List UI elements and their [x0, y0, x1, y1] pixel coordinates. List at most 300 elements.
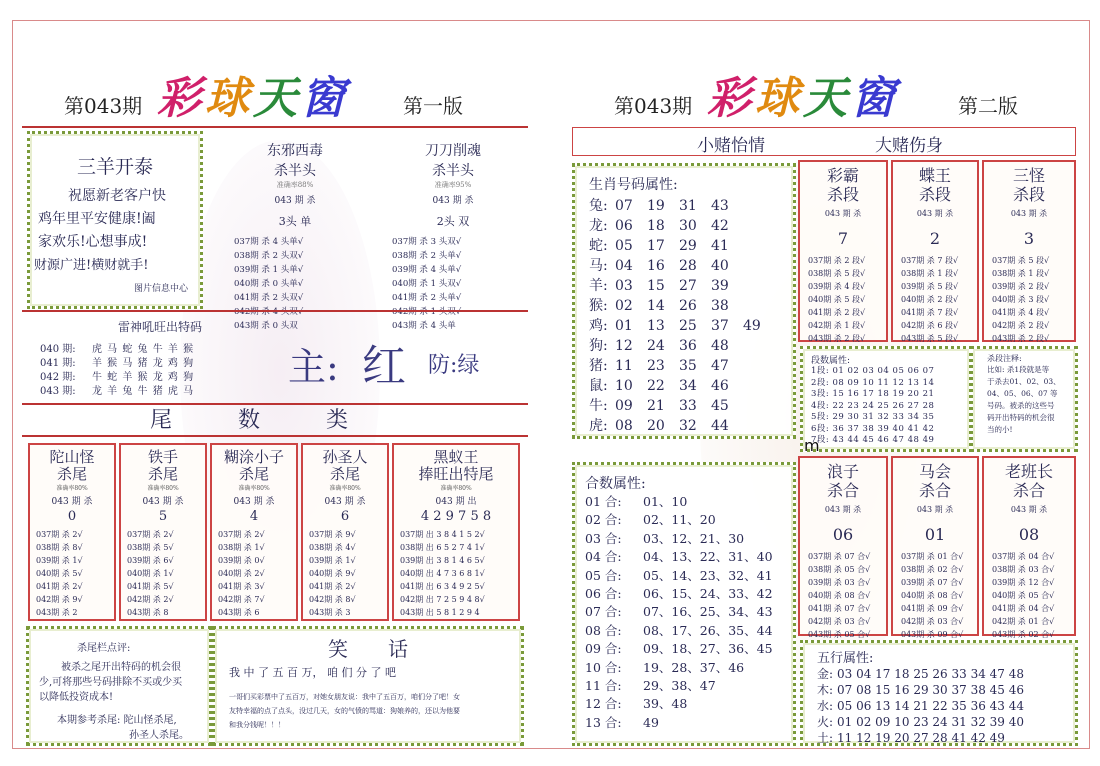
shengxiao-number: 46 [711, 378, 729, 394]
he-value: 19、28、37、46 [643, 659, 745, 675]
leishen-items: 虎 马 蛇 兔 牛 羊 猴 [92, 344, 195, 355]
shengxiao-row [589, 276, 793, 296]
he-row [585, 530, 793, 548]
duan-note-line: 比如: 杀1段就是等 [987, 365, 1050, 374]
shengxiao-number: 22 [647, 378, 665, 394]
dongxie-header: 043 期 杀 [274, 196, 316, 206]
wuxing-key: 火: [817, 715, 834, 729]
he-box-langzi [798, 456, 888, 639]
leishen-items: 龙 羊 兔 牛 猪 虎 马 [92, 386, 195, 397]
greeting-box [27, 131, 203, 309]
he-key: 04 合: [585, 549, 622, 565]
he-box-laobanzhang [982, 456, 1076, 639]
shengxiao-zodiac: 牛: [589, 398, 608, 414]
shengxiao-number: 37 [711, 318, 729, 334]
dongxie-row: 040期 杀 0 头单√ [234, 279, 304, 289]
shengxiao-number: 20 [647, 418, 665, 434]
tail-col-header: 043 期 出 [435, 497, 477, 507]
tail-col-value: 6 [340, 509, 350, 524]
duan-attr-row: 1段: 01 02 03 04 05 06 07 [811, 366, 935, 376]
duan_boxes-row: 043期 杀 5 段√ [901, 334, 959, 343]
leishen-items: 牛 蛇 羊 猴 龙 鸡 狗 [92, 372, 195, 383]
duan_boxes-row: 037期 杀 5 段√ [992, 256, 1050, 265]
shengxiao-zodiac: 羊: [589, 278, 608, 294]
duan_boxes-row: 040期 杀 3 段√ [992, 295, 1050, 304]
main-color-fang: 防:绿 [428, 353, 480, 378]
wuxing-value: 07 08 15 16 29 30 37 38 45 46 [837, 683, 1025, 697]
shengxiao-number: 45 [711, 398, 729, 414]
he_boxes-row: 042期 杀 01 合√ [992, 617, 1055, 626]
he_boxes-row: 041期 杀 07 合√ [808, 604, 871, 613]
shengxiao-number: 40 [711, 258, 729, 274]
p1-logo-char: 球 [205, 73, 253, 124]
duan-box-diewang [891, 160, 979, 342]
tail-col-row: 037期 杀 9√ [309, 530, 356, 539]
weishu-char: 尾 [150, 408, 173, 433]
tail-col-row: 038期 出 6 5 2 7 4 1√ [400, 543, 485, 552]
tail-col-accuracy: 准确率80% [329, 485, 361, 492]
he_boxes-row: 037期 杀 07 合√ [808, 552, 871, 561]
daodao-row: 039期 杀 4 头单√ [392, 265, 462, 275]
he_boxes-subtitle: 杀合 [918, 481, 951, 500]
he_boxes-value: 01 [924, 525, 946, 544]
he-key: 06 合: [585, 586, 622, 602]
shengxiao-number: 30 [679, 218, 697, 234]
tail-col-row: 039期 杀 0√ [218, 556, 265, 565]
he-row [585, 585, 793, 603]
leishen-row [40, 385, 280, 399]
shengxiao-number: 49 [743, 318, 761, 334]
p1-edition: 第一版 [403, 94, 463, 118]
duan-note-line: 04、05、06、07 等 [987, 389, 1058, 398]
shengxiao-zodiac: 猴: [589, 298, 608, 314]
p1-logo-char: 天 [253, 73, 301, 124]
he_boxes-row: 042期 杀 03 合√ [808, 617, 871, 626]
shengxiao-zodiac: 猪: [589, 358, 608, 374]
shengxiao-number: 42 [711, 218, 729, 234]
shengxiao-row [589, 236, 793, 256]
he_boxes-title: 马会 [918, 462, 951, 481]
he-value: 01、10 [643, 494, 688, 509]
duan-note-title: 杀段注释: [987, 354, 1022, 363]
shengxiao-zodiac: 蛇: [589, 238, 608, 254]
leishen-issue: 041 期: [40, 358, 76, 369]
shengxiao-number: 26 [679, 298, 697, 314]
tail-col-row: 039期 杀 1√ [309, 556, 356, 565]
he_boxes-header: 043 期 杀 [1010, 505, 1048, 514]
he_boxes-row: 040期 杀 08 合√ [808, 591, 871, 600]
shengxiao-number: 41 [711, 238, 729, 254]
daodao-row: 040期 杀 1 头双√ [392, 279, 462, 289]
duan_boxes-row: 037期 杀 2 段√ [808, 256, 866, 265]
tail-col-header: 043 期 杀 [324, 497, 366, 507]
shengxiao-box [572, 163, 796, 439]
tail-col-subtitle: 捧旺出特尾 [418, 465, 494, 483]
p1-logo-char: 窗 [301, 73, 349, 124]
tail-col-row: 040期 杀 2√ [218, 569, 265, 578]
wuxing-value: 05 06 13 14 21 22 35 36 43 44 [837, 699, 1025, 713]
tail-col-row: 042期 杀 2√ [127, 595, 174, 604]
duan_boxes-row: 043期 杀 2 段√ [808, 334, 866, 343]
he_boxes-row: 039期 杀 07 合√ [901, 578, 964, 587]
he-value: 05、14、23、32、41 [643, 567, 773, 583]
tail-col-subtitle: 杀尾 [238, 465, 269, 483]
tail-col-row: 042期 杀 8√ [309, 595, 356, 604]
he-attr-title: 合数属性: [585, 476, 646, 492]
leishen-issue: 042 期: [40, 372, 76, 383]
tail-col-row: 037期 出 3 8 4 1 5 2√ [400, 530, 485, 539]
he_boxes-row: 041期 杀 09 合√ [901, 604, 964, 613]
tail-col-row: 042期 杀 9√ [36, 595, 83, 604]
shengxiao-number: 33 [679, 398, 697, 414]
tail-col-row: 041期 杀 5√ [127, 582, 174, 591]
joke-title-char: 笑 [328, 637, 348, 661]
tail-col-header: 043 期 杀 [233, 497, 275, 507]
leishen-row [40, 371, 280, 385]
he-value: 07、16、25、34、43 [643, 604, 773, 620]
duan-note-line: 码开出特码的机会很 [987, 413, 1055, 422]
joke-box [212, 626, 524, 746]
tail-col-subtitle: 杀尾 [147, 465, 178, 483]
daodao-title: 刀刀削魂 [425, 143, 481, 159]
tail-col-accuracy: 准确率80% [56, 485, 88, 492]
p2-logo [707, 62, 899, 126]
tail-col-row: 040期 杀 9√ [309, 569, 356, 578]
daodao-row: 037期 杀 3 头双√ [392, 237, 462, 247]
he-key: 13 合: [585, 714, 622, 730]
joke-line: 一哥们买彩票中了五百万，对她女朋友说：我中了五百万，咱们分了吧！女 [229, 693, 460, 701]
he_boxes-row: 043期 杀 02 合√ [992, 630, 1055, 639]
wuxing-row [817, 698, 1075, 714]
tail-col-row: 042期 杀 7√ [218, 595, 265, 604]
stray-mark: m [804, 436, 820, 455]
shengxiao-row [589, 256, 793, 276]
dongxie-row: 041期 杀 2 头双√ [234, 293, 304, 303]
he-box-mahui [891, 456, 979, 639]
daodao-row: 043期 杀 4 头单 [392, 321, 456, 331]
leishen-issue: 043 期: [40, 386, 76, 397]
shengxiao-number: 17 [647, 238, 665, 254]
duan-attr-row: 2段: 08 09 10 11 12 13 14 [811, 377, 935, 388]
tail-col-hutu [210, 443, 298, 621]
he-row [585, 603, 793, 621]
wuxing-value: 03 04 17 18 25 26 33 34 47 48 [837, 667, 1025, 681]
shengxiao-number: 25 [679, 318, 697, 334]
daodao-subtitle: 杀半头 [432, 163, 474, 179]
tail-col-subtitle: 杀尾 [329, 465, 360, 483]
greeting-line: 家欢乐!心想事成! [38, 234, 148, 250]
duan_boxes-value: 7 [837, 229, 849, 248]
shengxiao-number: 08 [615, 418, 633, 434]
p1-top-rule [22, 126, 528, 128]
duan_boxes-subtitle: 杀段 [918, 185, 951, 204]
wuxing-row [817, 666, 1075, 682]
tail-col-title: 糊涂小子 [223, 448, 284, 466]
shengxiao-number: 16 [647, 258, 665, 274]
he_boxes-row: 039期 杀 03 合√ [808, 578, 871, 587]
tail-col-row: 040期 杀 1√ [127, 569, 174, 578]
comment-line: 被杀之尾开出特码的机会很 [61, 662, 181, 673]
he-value: 08、17、26、35、44 [643, 622, 773, 638]
he_boxes-row: 039期 杀 12 合√ [992, 578, 1055, 587]
tail-col-subtitle: 杀尾 [56, 465, 87, 483]
comment-line: 少,可将那些号码排除不买或少买 [39, 677, 183, 688]
shengxiao-number: 31 [679, 198, 697, 214]
shengxiao-number: 34 [679, 378, 697, 394]
shengxiao-number: 39 [711, 278, 729, 294]
duan_boxes-value: 3 [1023, 229, 1035, 248]
leishen-title: 雷神吼旺出特码 [117, 320, 202, 334]
p2-logo-char: 天 [803, 73, 851, 124]
dongxie-row: 043期 杀 0 头双 [234, 321, 298, 331]
he-value: 29、38、47 [643, 678, 716, 694]
tail-col-sunsheng [301, 443, 389, 621]
wuxing-row [817, 682, 1075, 698]
duan_boxes-row: 041期 杀 4 段√ [992, 308, 1050, 317]
shengxiao-number: 09 [615, 398, 633, 414]
shengxiao-row [589, 336, 793, 356]
shengxiao-number: 48 [711, 338, 729, 354]
daodao-row: 038期 杀 2 头单√ [392, 251, 462, 261]
he_boxes-row: 037期 杀 01 合√ [901, 552, 964, 561]
duan_boxes-row: 042期 杀 1 段√ [808, 321, 866, 330]
shengxiao-number: 10 [615, 378, 633, 394]
tail-col-row: 037期 杀 2√ [218, 530, 265, 539]
he-attr-box [572, 462, 796, 746]
tail-col-row: 039期 出 3 8 1 4 6 5√ [400, 556, 485, 565]
wuxing-key: 金: [817, 667, 834, 681]
wuxing-key: 土: [817, 731, 834, 745]
shengxiao-number: 14 [647, 298, 665, 314]
dongxie-title: 东邪西毒 [267, 143, 323, 159]
greeting-title: 三羊开泰 [76, 156, 153, 178]
dongxie-panel [230, 140, 360, 333]
shengxiao-number: 01 [615, 318, 633, 334]
shengxiao-number: 38 [711, 298, 729, 314]
he_boxes-row: 043期 杀 09 合√ [901, 630, 964, 639]
he_boxes-row: 038期 杀 03 合√ [992, 565, 1055, 574]
comment-title: 杀尾栏点评: [77, 643, 131, 654]
tail-col-value: 4 [249, 509, 259, 524]
he-value: 49 [643, 714, 659, 730]
wuxing-row [817, 730, 1075, 746]
shengxiao-zodiac: 龙: [589, 218, 608, 234]
daodao-accuracy: 准确率95% [434, 181, 472, 189]
tail-col-title: 黑蚁王 [433, 448, 479, 466]
comment-ref-1: 陀山怪杀尾, [123, 715, 177, 726]
he-key: 02 合: [585, 512, 622, 528]
tail-col-row: 041期 出 6 3 4 9 2 5√ [400, 582, 485, 591]
shengxiao-number: 18 [647, 218, 665, 234]
he-value: 04、13、22、31、40 [643, 549, 773, 565]
duan_boxes-row: 040期 杀 5 段√ [808, 295, 866, 304]
shengxiao-row [589, 356, 793, 376]
shengxiao-number: 35 [679, 358, 697, 374]
duan_boxes-title: 三怪 [1012, 166, 1045, 185]
leishen-items: 羊 猴 马 猪 龙 鸡 狗 [92, 358, 195, 369]
duan-box-sanguai [982, 160, 1076, 342]
duan-note-line: 号码。被杀的这些号 [987, 401, 1055, 410]
tail-col-row: 038期 杀 4√ [309, 543, 356, 552]
weishu-rule-bottom [22, 435, 528, 437]
tail-col-row: 041期 杀 2√ [309, 582, 356, 591]
he-key: 10 合: [585, 659, 622, 675]
p1-issue: 第043期 [64, 94, 143, 118]
duan_boxes-title: 彩霸 [826, 166, 859, 185]
joke-headline: 我 中 了 五 百 万， 咱 们 分 了 吧 [229, 666, 396, 679]
leishen-panel [40, 318, 280, 399]
shengxiao-zodiac: 兔: [589, 198, 608, 214]
duan-attr-row: 7段: 43 44 45 46 47 48 49 [811, 435, 935, 445]
banner-left: 小赌怡情 [697, 136, 765, 156]
he-key: 12 合: [585, 696, 622, 712]
he-key: 08 合: [585, 622, 622, 638]
duan_boxes-value: 2 [929, 229, 941, 248]
he_boxes-value: 06 [832, 525, 854, 544]
daodao-current: 2头 双 [436, 215, 470, 228]
shengxiao-number: 12 [615, 338, 633, 354]
shengxiao-number: 04 [615, 258, 633, 274]
shengxiao-zodiac: 鸡: [589, 318, 608, 334]
dongxie-row: 042期 杀 4 头双√ [234, 307, 304, 317]
he-key: 05 合: [585, 567, 622, 583]
he_boxes-title: 老班长 [1004, 462, 1053, 481]
he_boxes-row: 038期 杀 02 合√ [901, 565, 964, 574]
he-row [585, 493, 793, 511]
tail-col-row: 037期 杀 2√ [127, 530, 174, 539]
duan_boxes-row: 038期 杀 1 段√ [901, 269, 959, 278]
tail-col-row: 043期 杀 2 [36, 608, 78, 617]
shengxiao-row [589, 196, 793, 216]
duan_boxes-header: 043 期 杀 [1010, 209, 1048, 218]
comment-ref-label: 本期参考杀尾: [57, 715, 121, 726]
duan-attr-row: 6段: 36 37 38 39 40 41 42 [811, 423, 935, 434]
joke-title-char: 话 [388, 637, 408, 661]
duan_boxes-title: 蝶王 [918, 166, 951, 185]
main-color-zhu: 主: [288, 345, 339, 389]
tail-col-header: 043 期 杀 [142, 497, 184, 507]
p2-issue: 第043期 [614, 94, 693, 118]
duan-box-caiba [798, 160, 888, 342]
p2-edition: 第二版 [958, 94, 1018, 118]
leishen-issue: 040 期: [40, 344, 76, 355]
he_boxes-subtitle: 杀合 [826, 481, 859, 500]
joke-line: 友特幸福的点了点头，没过几天，女的气愤的骂道：狗娘养的，还以为他要 [229, 707, 460, 715]
he-row [585, 677, 793, 695]
shengxiao-number: 03 [615, 278, 633, 294]
he_boxes-title: 浪子 [826, 462, 859, 481]
he-value: 02、11、20 [643, 512, 716, 528]
shengxiao-number: 28 [679, 258, 697, 274]
tail-col-row: 038期 杀 8√ [36, 543, 83, 552]
duan-attr-box [800, 346, 972, 452]
tail-col-tuoshan [28, 443, 116, 621]
shengxiao-number: 21 [647, 398, 665, 414]
he_boxes-value: 08 [1018, 525, 1040, 544]
duan_boxes-row: 041期 杀 2 段√ [808, 308, 866, 317]
duan-attr-row: 3段: 15 16 17 18 19 20 21 [811, 389, 935, 399]
dongxie-current: 3头 单 [278, 215, 312, 228]
wuxing-value: 11 12 19 20 27 28 41 42 49 [837, 731, 1005, 745]
duan-attr-row: 5段: 29 30 31 32 33 34 35 [811, 412, 935, 422]
shengxiao-number: 24 [647, 338, 665, 354]
duan_boxes-subtitle: 杀段 [1012, 185, 1045, 204]
shengxiao-row [589, 396, 793, 416]
duan-note-line: 于杀去01、02、03、 [987, 377, 1061, 386]
wuxing-key: 水: [817, 699, 834, 713]
wuxing-row [817, 714, 1075, 730]
wuxing-key: 木: [817, 683, 834, 697]
shengxiao-title: 生肖号码属性: [589, 177, 678, 193]
dongxie-row: 038期 杀 2 头双√ [234, 251, 304, 261]
shengxiao-number: 23 [647, 358, 665, 374]
p2-logo-char: 球 [755, 73, 803, 124]
shengxiao-zodiac: 马: [589, 258, 608, 274]
weishu-char: 类 [326, 408, 349, 433]
he_boxes-row: 043期 杀 05 合√ [808, 630, 871, 639]
tail-col-row: 040期 出 4 7 3 6 8 1√ [400, 569, 485, 578]
wuxing-box [800, 640, 1078, 746]
he_boxes-header: 043 期 杀 [824, 505, 862, 514]
shengxiao-row [589, 216, 793, 236]
tail-col-accuracy: 准确率80% [147, 485, 179, 492]
he_boxes-row: 040期 杀 08 合√ [901, 591, 964, 600]
tail-col-row: 037期 杀 2√ [36, 530, 83, 539]
he-key: 09 合: [585, 641, 622, 657]
he_boxes-row: 042期 杀 03 合√ [901, 617, 964, 626]
shengxiao-row [589, 296, 793, 316]
he-row [585, 622, 793, 640]
daodao-row: 041期 杀 2 头单√ [392, 293, 462, 303]
he-row [585, 695, 793, 713]
p2-logo-char: 彩 [707, 73, 755, 124]
tail-col-header: 043 期 杀 [51, 497, 93, 507]
he-key: 01 合: [585, 494, 622, 509]
shengxiao-number: 47 [711, 358, 729, 374]
wuxing-value: 01 02 09 10 23 24 31 32 39 40 [837, 715, 1025, 729]
tail-col-row: 042期 出 7 2 5 9 4 8√ [400, 595, 485, 604]
shengxiao-number: 05 [615, 238, 633, 254]
p1-mid-rule [22, 310, 528, 312]
he-value: 06、15、24、33、42 [643, 586, 773, 602]
comment-line: 以降低投资成本! [39, 692, 114, 703]
duan_boxes-row: 041期 杀 7 段√ [901, 308, 959, 317]
he-key: 03 合: [585, 530, 622, 546]
weishu-char: 数 [238, 408, 261, 433]
tail-col-row: 041期 杀 2√ [36, 582, 83, 591]
tail-col-row: 041期 杀 3√ [218, 582, 265, 591]
shengxiao-number: 32 [679, 418, 697, 434]
greeting-line: 财源广进!横财就手! [34, 258, 149, 273]
he-value: 03、12、21、30 [643, 530, 745, 546]
duan-attr-title: 段数属性: [811, 356, 851, 366]
shengxiao-number: 44 [711, 418, 729, 434]
tail-col-heiyi [392, 443, 520, 621]
duan_boxes-row: 037期 杀 7 段√ [901, 256, 959, 265]
shengxiao-number: 02 [615, 298, 633, 314]
shengxiao-zodiac: 鼠: [589, 378, 608, 394]
duan_boxes-row: 043期 杀 2 段√ [992, 334, 1050, 343]
p2-banner [572, 127, 1076, 156]
tail-col-value: 0 [67, 509, 77, 524]
daodao-panel [388, 140, 518, 333]
tail-col-row: 038期 杀 5√ [127, 543, 174, 552]
duan_boxes-row: 039期 杀 5 段√ [901, 282, 959, 291]
duan_boxes-row: 038期 杀 1 段√ [992, 269, 1050, 278]
duan_boxes-row: 039期 杀 4 段√ [808, 282, 866, 291]
tail-col-row: 038期 杀 1√ [218, 543, 265, 552]
tail-col-accuracy: 准确率80% [440, 485, 472, 492]
